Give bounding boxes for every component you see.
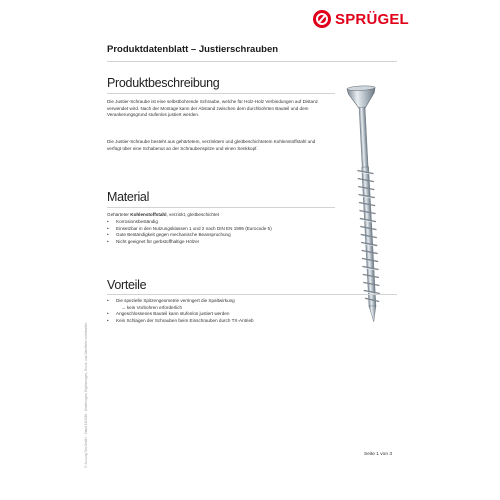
description-paragraph-2: Die Justier-Schraube besteht aus gehärtetem, verzinktem und gleitbeschichtetem Kohlenstoffstahl und verfügt über eine Schabenut an der Schraubenspitze und einen Senkkopf. bbox=[107, 139, 316, 151]
side-copyright-note: © Ju-Lung Tan GmbH · Stand 11/2016 · Änderungen, Ergänzungen, Druck- und Satzfehler vorbehalten bbox=[84, 322, 88, 468]
advantages-list bbox=[107, 298, 377, 324]
advantages-sub-note: → kein Vorbohren erforderlich bbox=[121, 304, 183, 310]
brand-logo bbox=[313, 10, 409, 28]
material-intro-bold: Kohlenstoffstahl bbox=[130, 212, 167, 217]
section-divider bbox=[107, 207, 335, 208]
sprugel-logo-icon bbox=[313, 10, 331, 28]
list-item: • Angeschlossenes Bauteil kann stufenlos justiert werden bbox=[107, 311, 377, 318]
section-divider bbox=[107, 294, 397, 295]
title-divider bbox=[107, 61, 397, 62]
list-item: • Einsetzbar in den Nutzungsklassen 1 und 2 nach DIN EN 1995 (Eurocode 5) bbox=[107, 226, 377, 233]
list-item: • Korrosionsbeständig bbox=[107, 219, 377, 226]
screw-image bbox=[333, 82, 403, 327]
material-list bbox=[107, 219, 377, 245]
section-heading-description: Produktbeschreibung bbox=[107, 76, 220, 90]
section-heading-advantages: Vorteile bbox=[107, 278, 147, 292]
page-number: Seite 1 von 3 bbox=[364, 452, 393, 457]
brand-name: SPRÜGEL bbox=[335, 10, 409, 28]
description-paragraph-1: Die Justier-Schraube ist eine selbstbohrende Schraube, welche für Holz-Holz Verbindungen auf Distanz verwendet wird. Nach der Montage kann der Abstand zwischen dem durchbohrten Bauteil und dem Verankerungsgrund stufenlos justiert werden. bbox=[107, 99, 318, 118]
list-item: • Gute Beständigkeit gegen mechanische Beanspruchung bbox=[107, 232, 377, 239]
document-title: Produktdatenblatt – Justierschrauben bbox=[107, 44, 279, 55]
section-heading-material: Material bbox=[107, 190, 150, 204]
list-item: • Nicht geeignet für gerbstoffhaltige Hölzer bbox=[107, 239, 377, 246]
material-intro: Gehärteter Kohlenstoffstahl, verzinkt, gleitbeschichtet bbox=[107, 212, 220, 217]
section-divider bbox=[107, 93, 335, 94]
list-item: • Die spezielle Spitzengeometrie verringert die Spaltwirkung bbox=[107, 298, 377, 305]
list-item: • Kein Schlagen der Schrauben beim Einschrauben durch TX-Antrieb bbox=[107, 318, 377, 325]
